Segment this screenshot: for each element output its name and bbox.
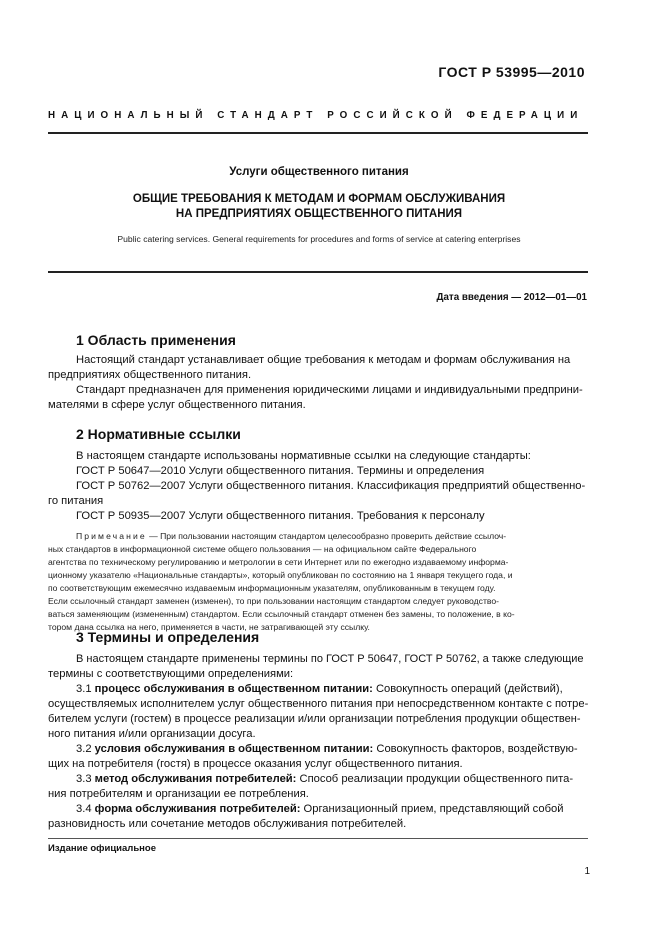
- footer-rule: [48, 838, 588, 839]
- note-line-1: Примечание — При пользовании настоящим стандартом целесообразно проверить действие ссылоч-: [76, 531, 507, 541]
- note-label: Примечание: [76, 531, 147, 541]
- s1-line-3: Стандарт предназначен для применения юридическими лицами и индивидуальными предприни-: [76, 384, 583, 396]
- term-3-2: 3.2 условия обслуживания в общественном питании: Совокупность факторов, воздействую-: [76, 743, 578, 755]
- title-main: [48, 192, 590, 222]
- s1-line-1: Настоящий стандарт устанавливает общие требования к методам и формам обслуживания на: [76, 354, 571, 366]
- s2-ref-1: ГОСТ Р 50647—2010 Услуги общественного питания. Термины и определения: [76, 465, 485, 477]
- section-2-heading: 2 Нормативные ссылки: [76, 426, 241, 442]
- term-3-1-name: процесс обслуживания в общественном питании:: [94, 683, 373, 695]
- page-number: 1: [584, 866, 590, 877]
- term-3-1: 3.1 процесс обслуживания в общественном питании: Совокупность операций (действий),: [76, 683, 563, 695]
- term-3-2-line-2: щих на потребителя (гостя) в процессе оказания услуг общественного питания.: [48, 758, 463, 770]
- s1-line-4: мателями в сфере услуг общественного питания.: [48, 399, 306, 411]
- s2-ref-3: ГОСТ Р 50935—2007 Услуги общественного питания. Требования к персоналу: [76, 510, 485, 522]
- s2-ref-2: ГОСТ Р 50762—2007 Услуги общественного питания. Классификация предприятий общественно-: [76, 480, 586, 492]
- term-3-3-line-2: ния потребителям и организации ее потребления.: [48, 788, 309, 800]
- s2-line-1: В настоящем стандарте использованы нормативные ссылки на следующие стандарты:: [76, 450, 531, 462]
- s3-line-2: термины с соответствующими определениями:: [48, 668, 294, 680]
- national-standard-banner: НАЦИОНАЛЬНЫЙ СТАНДАРТ РОССИЙСКОЙ ФЕДЕРАЦИИ: [48, 110, 584, 121]
- s1-line-2: предприятиях общественного питания.: [48, 369, 252, 381]
- note-line-4: ционному указателю «Национальные стандарты», который опубликован по состоянию на 1 января текущего года, и: [48, 570, 513, 580]
- term-3-1-line-4: ного питания и/или организации досуга.: [48, 728, 256, 740]
- note-line-7: ваться заменяющим (измененным) стандартом. Если ссылочный стандарт отменен без замены, то положение, в ко-: [48, 609, 515, 619]
- note-line-6: Если ссылочный стандарт заменен (изменен), то при пользовании настоящим стандартом следует руководство-: [48, 596, 499, 606]
- section-3-heading: 3 Термины и определения: [76, 629, 260, 645]
- s3-line-1: В настоящем стандарте применены термины по ГОСТ Р 50647, ГОСТ Р 50762, а также следующие: [76, 653, 584, 665]
- title-english: Public catering services. General requirements for procedures and forms of service at catering enterprises: [117, 234, 521, 244]
- title-main-line1: ОБЩИЕ ТРЕБОВАНИЯ К МЕТОДАМ И ФОРМАМ ОБСЛУЖИВАНИЯ: [132, 193, 506, 205]
- term-3-4: 3.4 форма обслуживания потребителей: Организационный прием, представляющий собой: [76, 803, 564, 815]
- header-rule: [48, 132, 588, 134]
- introduction-date: Дата введения — 2012—01—01: [436, 292, 587, 303]
- term-3-3-name: метод обслуживания потребителей:: [94, 773, 297, 785]
- term-3-3: 3.3 метод обслуживания потребителей: Способ реализации продукции общественного пита-: [76, 773, 574, 785]
- note-line-2: ных стандартов в информационной системе общего пользования — на официальном сайте Федерального: [48, 544, 477, 554]
- term-3-2-name: условия обслуживания в общественном питании:: [94, 743, 374, 755]
- title-main-line2: НА ПРЕДПРИЯТИЯХ ОБЩЕСТВЕННОГО ПИТАНИЯ: [175, 208, 463, 220]
- term-3-4-name: форма обслуживания потребителей:: [94, 803, 301, 815]
- edition-label: Издание официальное: [48, 843, 156, 854]
- term-3-4-line-2: разновидность или сочетание методов обслуживания потребителей.: [48, 818, 407, 830]
- standard-code: ГОСТ Р 53995—2010: [438, 64, 585, 80]
- s2-ref-2-cont: го питания: [48, 495, 104, 507]
- section-1-heading: 1 Область применения: [76, 332, 236, 348]
- title-rule: [48, 271, 588, 273]
- note-line-8: тором дана ссылка на него, применяется в части, не затрагивающей эту ссылку.: [48, 622, 370, 632]
- note-line-5: по соответствующим ежемесячно издаваемым информационным указателям, опубликованным в текущем году.: [48, 583, 496, 593]
- note-line-3: агентства по техническому регулированию и метрологии в сети Интернет или по ежегодно издаваемому информа-: [48, 557, 509, 567]
- term-3-1-line-3: бителем услуги (гостем) в процессе реализации и/или организации потребления продукции обществен-: [48, 713, 581, 725]
- title-subject: Услуги общественного питания: [229, 166, 409, 178]
- term-3-1-line-2: осуществляемых исполнителем услуг общественного питания при непосредственном контакте с потре-: [48, 698, 589, 710]
